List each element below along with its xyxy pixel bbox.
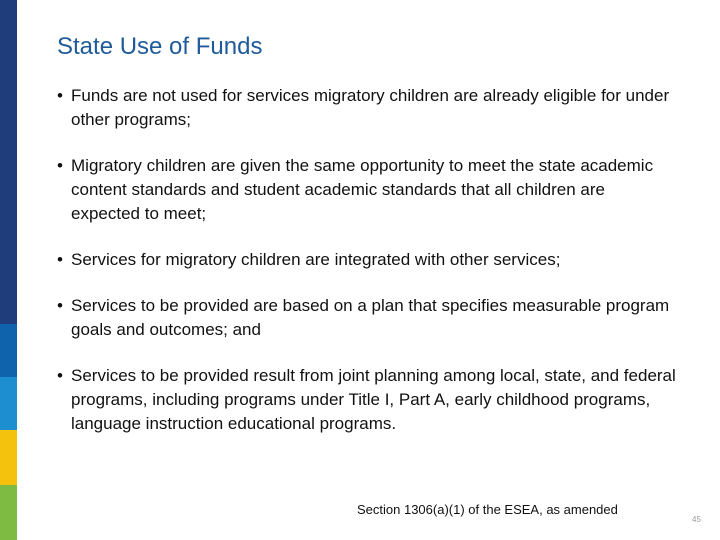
sidebar-segment-green (0, 485, 17, 540)
sidebar-color-stripe (0, 0, 17, 540)
bullet-item: • Services to be provided are based on a plan that specifies measurable program goals and outcomes; and (57, 294, 677, 342)
bullet-item: • Funds are not used for services migratory children are already eligible for under other programs; (57, 84, 677, 132)
sidebar-segment-blue (0, 324, 17, 377)
citation: Section 1306(a)(1) of the ESEA, as amended (357, 502, 618, 517)
sidebar-segment-light-blue (0, 377, 17, 430)
bullet-list (57, 84, 677, 436)
sidebar-segment-navy (0, 0, 17, 324)
bullet-item: • Services for migratory children are integrated with other services; (57, 248, 677, 272)
bullet-item: • Services to be provided result from joint planning among local, state, and federal programs, including programs under Title I, Part A, early childhood programs, language instruction educational programs. (57, 364, 677, 436)
slide-title: State Use of Funds (57, 33, 263, 60)
page-number: 45 (692, 515, 701, 524)
sidebar-segment-yellow (0, 430, 17, 485)
bullet-item: • Migratory children are given the same opportunity to meet the state academic content standards and student academic standards that all children are expected to meet; (57, 154, 677, 226)
